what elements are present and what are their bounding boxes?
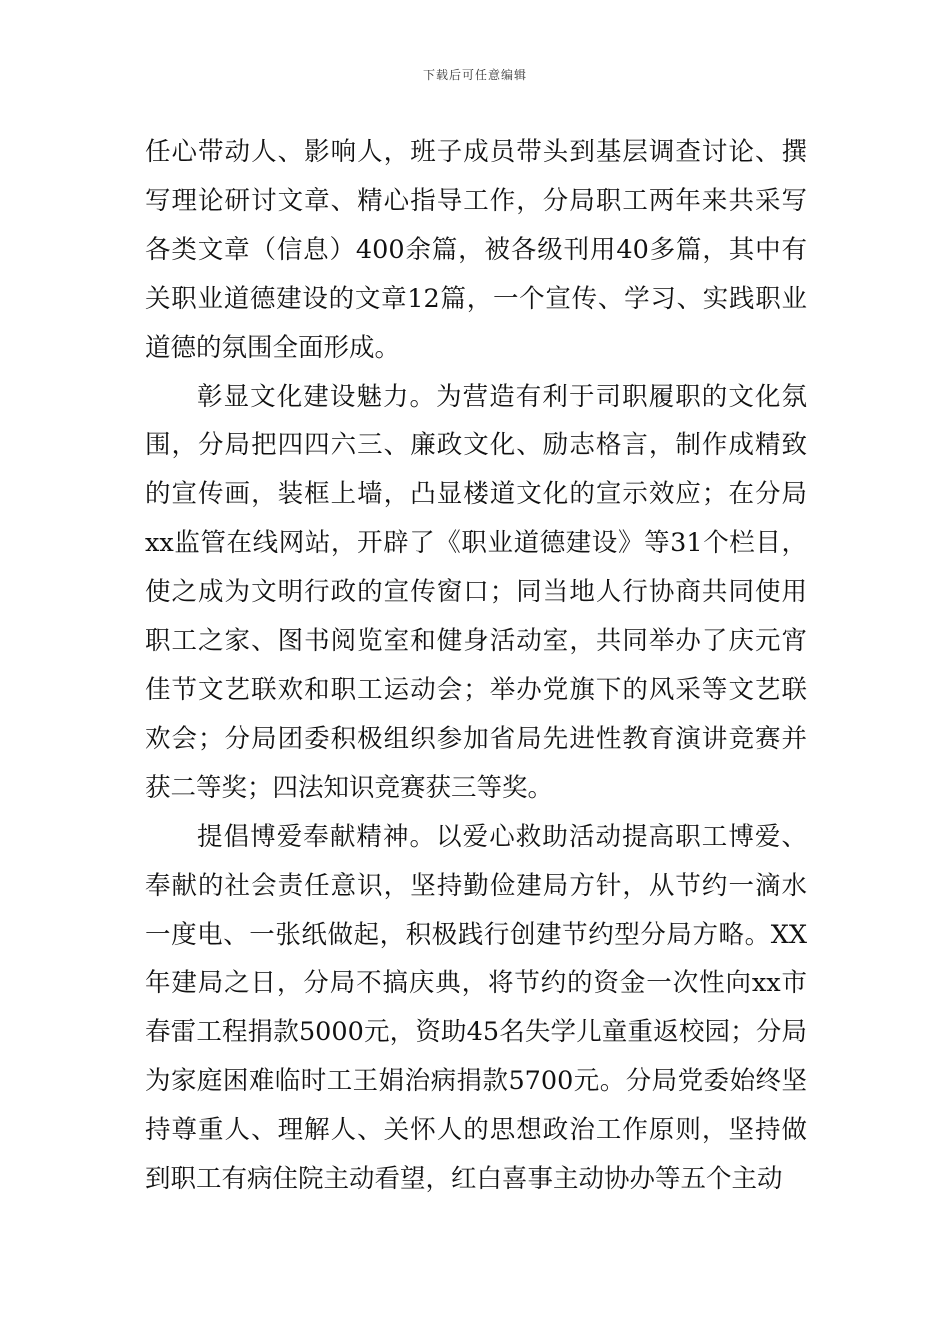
- paragraph-2: 彰显文化建设魅力。为营造有利于司职履职的文化氛围，分局把四四六三、廉政文化、励志格言，制作成精致的宣传画，装框上墙，凸显楼道文化的宣示效应；在分局xx监管在线网站，开辟了《职业道德建设》等31个栏目，使之成为文明行政的宣传窗口；同当地人行协商共同使用职工之家、图书阅览室和健身活动室，共同举办了庆元宵佳节文艺联欢和职工运动会；举办党旗下的风采等文艺联欢会；分局团委积极组织参加省局先进性教育演讲竞赛并获二等奖；四法知识竞赛获三等奖。: [145, 381, 807, 803]
- paragraph-3: 提倡博爱奉献精神。以爱心救助活动提高职工博爱、奉献的社会责任意识，坚持勤俭建局方针，从节约一滴水一度电、一张纸做起，积极践行创建节约型分局方略。XX年建局之日，分局不搞庆典，将节约的资金一次性向xx市春雷工程捐款5000元，资助45名失学儿童重返校园；分局为家庭困难临时工王娟治病捐款5700元。分局党委始终坚持尊重人、理解人、关怀人的思想政治工作原则，坚持做到职工有病住院主动看望，红白喜事主动协办等五个主动: [145, 821, 807, 1195]
- document-body: [145, 128, 807, 1204]
- paragraph-1: 任心带动人、影响人，班子成员带头到基层调查讨论、撰写理论研讨文章、精心指导工作，分局职工两年来共采写各类文章（信息）400余篇，被各级刊用40多篇，其中有关职业道德建设的文章12篇，一个宣传、学习、实践职业道德的氛围全面形成。: [145, 137, 807, 363]
- page-header: 下载后可任意编辑: [422, 68, 527, 82]
